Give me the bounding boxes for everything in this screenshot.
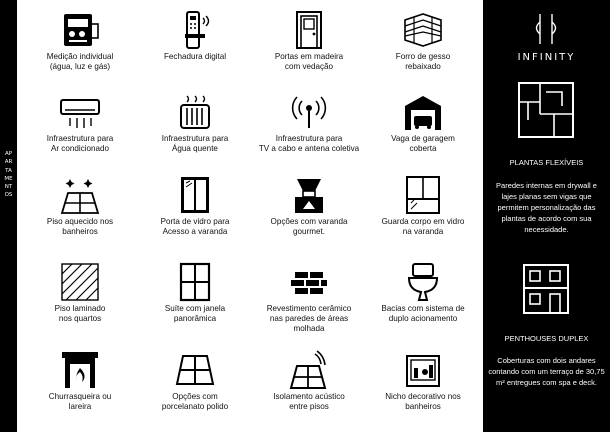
- feature-item: [138, 175, 252, 237]
- flexible-plans-text: Paredes internas em drywall e lajes planas sem vigas que permitem personalização das plantas de acordo com sua necessidade.: [496, 181, 597, 234]
- feature-item: [252, 92, 366, 154]
- tiles-icon: [287, 262, 331, 302]
- feature-caption: Opções com porcelanato polido: [161, 392, 229, 412]
- air-conditioner-icon: [58, 92, 102, 132]
- feature-item: [366, 262, 480, 324]
- penthouses-text: Coberturas com dois andares contando com um terraço de 30,75 m² entregues com spa e deck.: [488, 356, 605, 387]
- porcelain-floor-icon: [173, 350, 217, 390]
- window-icon: [173, 262, 217, 302]
- feature-item: [252, 10, 366, 72]
- feature-caption: Piso laminado nos quartos: [54, 304, 106, 324]
- heater-icon: [173, 92, 217, 132]
- feature-item: [366, 10, 480, 72]
- feature-caption: Infraestrutura para Água quente: [161, 134, 229, 154]
- feature-item: [252, 350, 366, 412]
- feature-item: [366, 92, 480, 154]
- door-icon: [287, 10, 331, 50]
- floor-plan-icon: [516, 80, 576, 140]
- feature-item: [366, 175, 480, 237]
- niche-icon: [401, 350, 445, 390]
- feature-caption: Forro de gesso rebaixado: [395, 52, 451, 72]
- antenna-icon: [287, 92, 331, 132]
- feature-item: [252, 262, 366, 335]
- feature-caption: Portas em madeira com vedação: [274, 52, 344, 72]
- feature-caption: Infraestrutura para TV a cabo e antena coletiva: [258, 134, 360, 154]
- feature-caption: Bacias com sistema de duplo acionamento: [381, 304, 465, 324]
- feature-caption: Medição individual (água, luz e gás): [46, 52, 114, 72]
- feature-item: [366, 350, 480, 412]
- feature-item: [138, 350, 252, 412]
- feature-caption: Vaga de garagem coberta: [391, 134, 455, 154]
- meter-icon: [58, 10, 102, 50]
- feature-caption: Opções com varanda gourmet.: [270, 217, 348, 237]
- flexible-plans-title: PLANTAS FLEXÍVEIS: [509, 158, 584, 167]
- sidebar-bar: [0, 0, 17, 432]
- info-panel: [483, 0, 610, 432]
- feature-item: [138, 10, 252, 62]
- feature-item: [23, 92, 137, 154]
- feature-caption: Suíte com janela panorâmica: [164, 304, 226, 324]
- feature-item: [23, 262, 137, 324]
- heated-floor-icon: [58, 175, 102, 215]
- digital-lock-icon: [173, 10, 217, 50]
- feature-caption: Fechadura digital: [163, 52, 227, 61]
- grill-icon: [287, 175, 331, 215]
- feature-caption: Porta de vidro para Acesso a varanda: [160, 217, 230, 237]
- feature-item: [138, 262, 252, 324]
- acoustic-floor-icon: [287, 350, 331, 390]
- feature-caption: Nicho decorativo nos banheiros: [385, 392, 461, 412]
- feature-item: [138, 92, 252, 154]
- features-grid: [23, 0, 480, 432]
- toilet-icon: [401, 262, 445, 302]
- feature-item: [23, 350, 137, 412]
- feature-caption: Churrasqueira ou lareira: [48, 392, 112, 412]
- feature-item: [23, 10, 137, 72]
- duplex-building-icon: [521, 262, 571, 316]
- glass-door-icon: [173, 175, 217, 215]
- feature-item: [252, 175, 366, 237]
- feature-caption: Infraestrutura para Ar condicionado: [46, 134, 114, 154]
- glass-railing-icon: [401, 175, 445, 215]
- feature-caption: Guarda corpo em vidro na varanda: [381, 217, 465, 237]
- fireplace-icon: [58, 350, 102, 390]
- feature-item: [23, 175, 137, 237]
- feature-caption: Piso aquecido nos banheiros: [46, 217, 114, 237]
- garage-icon: [401, 92, 445, 132]
- feature-caption: Revestimento cerâmico nas paredes de áreas molhada: [266, 304, 352, 334]
- feature-caption: Isolamento acústico entre pisos: [273, 392, 345, 412]
- brand-name: INFINITY: [517, 52, 576, 63]
- sidebar-label: APARTAMENTOS: [4, 151, 13, 199]
- laminate-floor-icon: [58, 262, 102, 302]
- penthouses-title: PENTHOUSES DUPLEX: [504, 334, 589, 343]
- logo-icon: [531, 12, 561, 46]
- ceiling-icon: [401, 10, 445, 50]
